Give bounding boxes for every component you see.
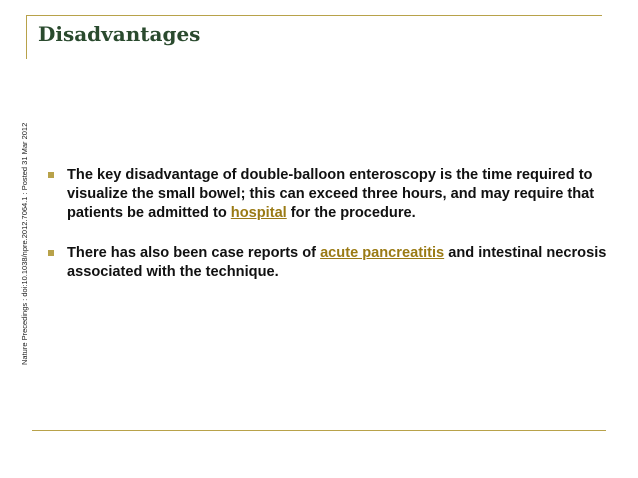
left-divider bbox=[26, 15, 27, 59]
bullet-text: There has also been case reports of bbox=[67, 245, 321, 261]
bullet-item bbox=[48, 166, 608, 223]
side-citation: Nature Precedings : doi:10.1038/npre.2012.7064.1 : Posted 31 Mar 2012 bbox=[20, 122, 29, 365]
bullet-text: and intestinal necrosis associated with the technique. bbox=[67, 245, 607, 280]
hospital-link[interactable]: hospital bbox=[230, 205, 287, 221]
bullet-list bbox=[48, 166, 608, 282]
bullet-text: for the procedure. bbox=[286, 205, 416, 221]
bottom-divider bbox=[32, 430, 606, 431]
acute-pancreatitis-link[interactable]: acute pancreatitis bbox=[320, 245, 445, 261]
square-bullet-icon bbox=[48, 250, 54, 256]
bullet-item bbox=[48, 244, 608, 282]
slide-title: Disadvantages bbox=[38, 22, 201, 46]
bullet-text: The key disadvantage of double-balloon enteroscopy is the time required to visualize the small bowel; this can exceed three hours, and may require that patients be admitted to bbox=[67, 167, 595, 221]
top-divider bbox=[26, 15, 602, 16]
square-bullet-icon bbox=[48, 172, 54, 178]
